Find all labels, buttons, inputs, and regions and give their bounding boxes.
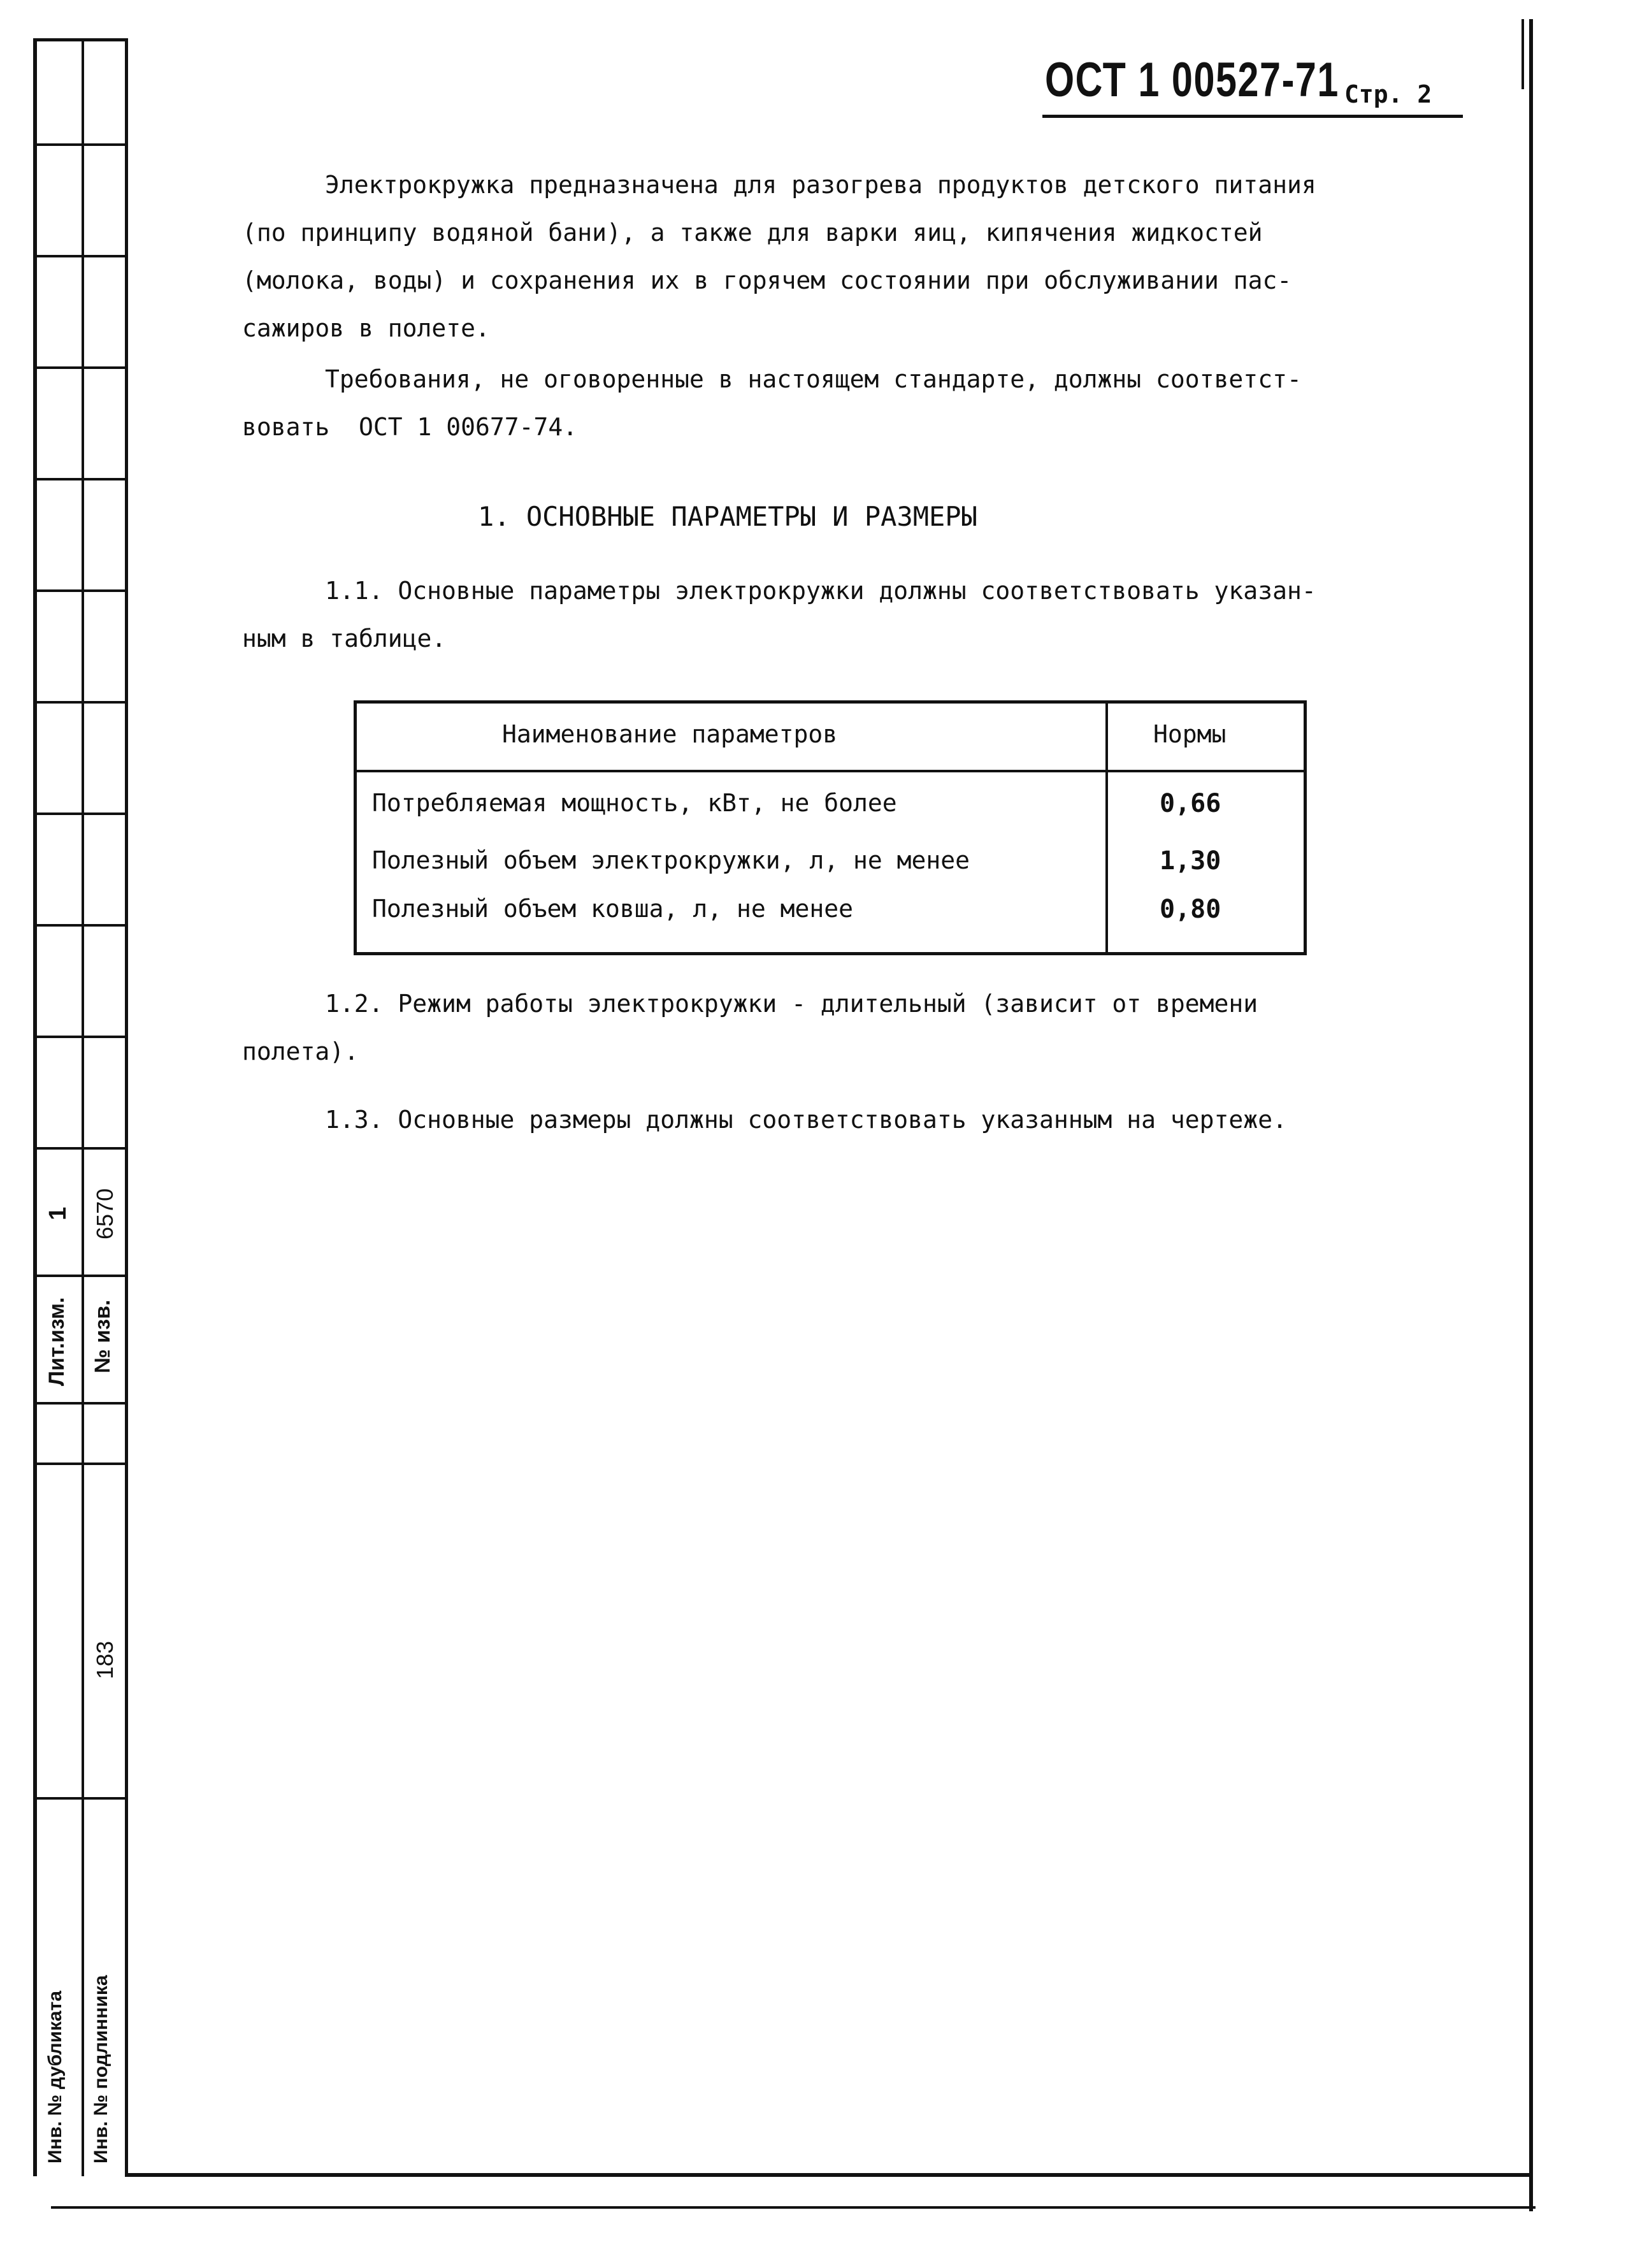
- table-cell-parameter: Потребляемая мощность, кВт, не более: [372, 789, 897, 817]
- margin-tick: [37, 1402, 125, 1405]
- frame-right-tick: [1522, 19, 1524, 89]
- text-line: Требования, не оговоренные в настоящем стандарте, должны соответст-: [325, 365, 1302, 393]
- frame-left-inner-line: [125, 38, 128, 2176]
- text-line: сажиров в полете.: [242, 314, 490, 342]
- margin-tick: [37, 143, 125, 146]
- original-inventory-label: Инв. № подлинника: [90, 1975, 112, 2163]
- parameters-table: [354, 700, 1307, 955]
- frame-bottom-line: [125, 2173, 1533, 2177]
- margin-tick: [37, 1797, 125, 1800]
- margin-tick: [37, 255, 125, 257]
- text-line: 1.2. Режим работы электрокружки - длительный (зависит от времени: [325, 990, 1258, 1018]
- text-line: (по принципу водяной бани), а также для варки яиц, кипячения жидкостей: [242, 219, 1263, 247]
- margin-tick: [37, 1147, 125, 1150]
- item-1-3: [242, 1096, 1408, 1144]
- table-header-norms: Нормы: [1153, 720, 1227, 748]
- table-cell-parameter: Полезный объем электрокружки, л, не менее: [372, 846, 970, 874]
- intro-paragraph-2: [242, 356, 1408, 451]
- text-line: вовать ОСТ 1 00677-74.: [242, 413, 578, 441]
- table-cell-parameter: Полезный объем ковша, л, не менее: [372, 895, 853, 923]
- inventory-number-value: 183: [92, 1640, 118, 1679]
- change-letter-label: Лит.изм.: [45, 1297, 69, 1386]
- change-number-label: № изв.: [90, 1299, 115, 1373]
- table-header-divider: [357, 770, 1304, 772]
- item-1-2: [242, 980, 1408, 1076]
- margin-tick: [37, 1036, 125, 1038]
- text-line: 1.3. Основные размеры должны соответствовать указанным на чертеже.: [325, 1106, 1287, 1134]
- table-column-divider: [1105, 704, 1108, 952]
- margin-tick: [37, 478, 125, 480]
- item-1-1: [242, 567, 1408, 663]
- margin-tick: [37, 366, 125, 369]
- change-number-value: 6570: [92, 1188, 118, 1239]
- frame-left-outer-line: [33, 38, 37, 2176]
- frame-left-middle-line: [82, 38, 84, 2176]
- table-cell-value: 0,66: [1160, 789, 1221, 818]
- document-code: ОСТ 1 00527-71: [1045, 53, 1339, 107]
- section-heading: 1. ОСНОВНЫЕ ПАРАМЕТРЫ И РАЗМЕРЫ: [478, 501, 977, 532]
- intro-paragraph-1: [242, 161, 1408, 352]
- text-line: ным в таблице.: [242, 625, 447, 653]
- text-line: 1.1. Основные параметры электрокружки должны соответствовать указан-: [325, 577, 1316, 605]
- header-underline: [1042, 115, 1463, 118]
- margin-tick: [37, 924, 125, 927]
- change-letter-value: 1: [45, 1206, 71, 1220]
- text-line: полета).: [242, 1037, 359, 1065]
- frame-bottom-extension-line: [51, 2206, 1536, 2209]
- table-cell-value: 1,30: [1160, 846, 1221, 876]
- frame-top-line: [33, 38, 128, 41]
- text-line: (молока, воды) и сохранения их в горячем состоянии при обслуживании пас-: [242, 266, 1292, 294]
- margin-tick: [37, 813, 125, 815]
- page-label: Стр. 2: [1344, 80, 1432, 108]
- margin-tick: [37, 589, 125, 592]
- margin-tick: [37, 1275, 125, 1277]
- duplicate-inventory-label: Инв. № дубликата: [45, 1990, 66, 2163]
- table-cell-value: 0,80: [1160, 895, 1221, 924]
- table-header-parameter-name: Наименование параметров: [502, 720, 838, 748]
- margin-tick: [37, 1463, 125, 1465]
- frame-right-line: [1529, 19, 1533, 2211]
- text-line: Электрокружка предназначена для разогрева продуктов детского питания: [325, 171, 1316, 199]
- margin-tick: [37, 701, 125, 704]
